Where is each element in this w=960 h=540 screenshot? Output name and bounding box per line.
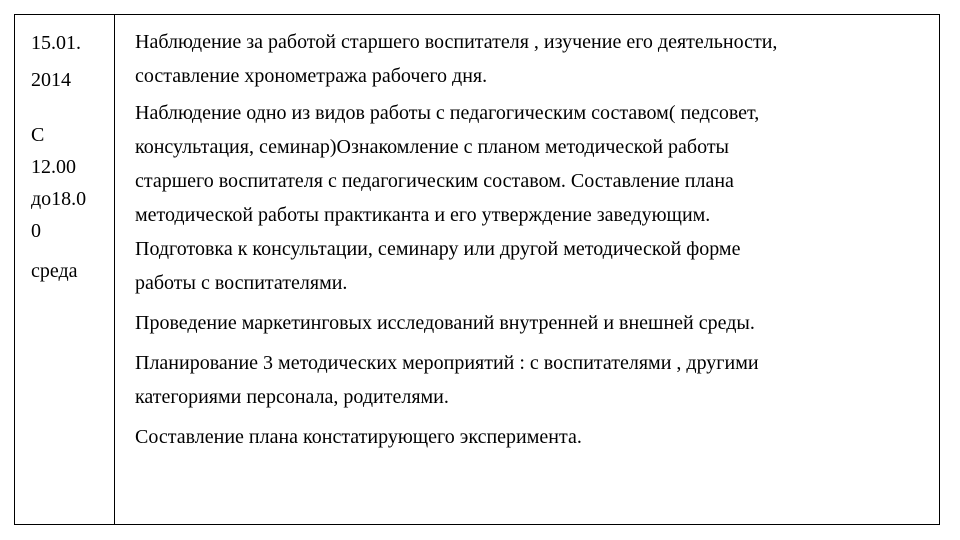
text-line: консультация, семинар)Ознакомление с планом методической работы <box>135 136 729 158</box>
text-line: Проведение маркетинговых исследований внутренней и внешней среды. <box>135 312 755 334</box>
text-line: методической работы практиканта и его утверждение заведующим. <box>135 204 711 226</box>
text-line: работы с воспитателями. <box>135 272 348 294</box>
time-line: 12.00 <box>31 156 76 178</box>
text-line: Подготовка к консультации, семинару или другой методической форме <box>135 238 741 260</box>
text-line: Наблюдение одно из видов работы с педагогическим составом( педсовет, <box>135 102 760 124</box>
text-line: Наблюдение за работой старшего воспитателя , изучение его деятельности, <box>135 31 778 53</box>
date-line: 2014 <box>31 69 71 91</box>
activity-paragraph <box>135 306 935 340</box>
text-line: Составление плана констатирующего эксперимента. <box>135 426 582 448</box>
activity-paragraph <box>135 25 935 93</box>
time-line: 0 <box>31 220 41 242</box>
date-line: 15.01. <box>31 32 81 54</box>
activity-paragraph <box>135 96 935 300</box>
date-cell <box>15 15 114 524</box>
activities-cell <box>135 25 935 454</box>
time-line: до18.0 <box>31 188 87 210</box>
activity-paragraph <box>135 420 935 454</box>
weekday-line: среда <box>31 260 78 282</box>
text-line: Планирование 3 методических мероприятий : с воспитателями , другими <box>135 352 759 374</box>
text-line: категориями персонала, родителями. <box>135 386 449 408</box>
activity-paragraph <box>135 346 935 414</box>
time-line: С <box>31 124 45 146</box>
column-divider <box>114 15 115 524</box>
text-line: составление хронометража рабочего дня. <box>135 65 488 87</box>
text-line: старшего воспитателя с педагогическим составом. Составление плана <box>135 170 734 192</box>
schedule-table <box>14 14 940 525</box>
